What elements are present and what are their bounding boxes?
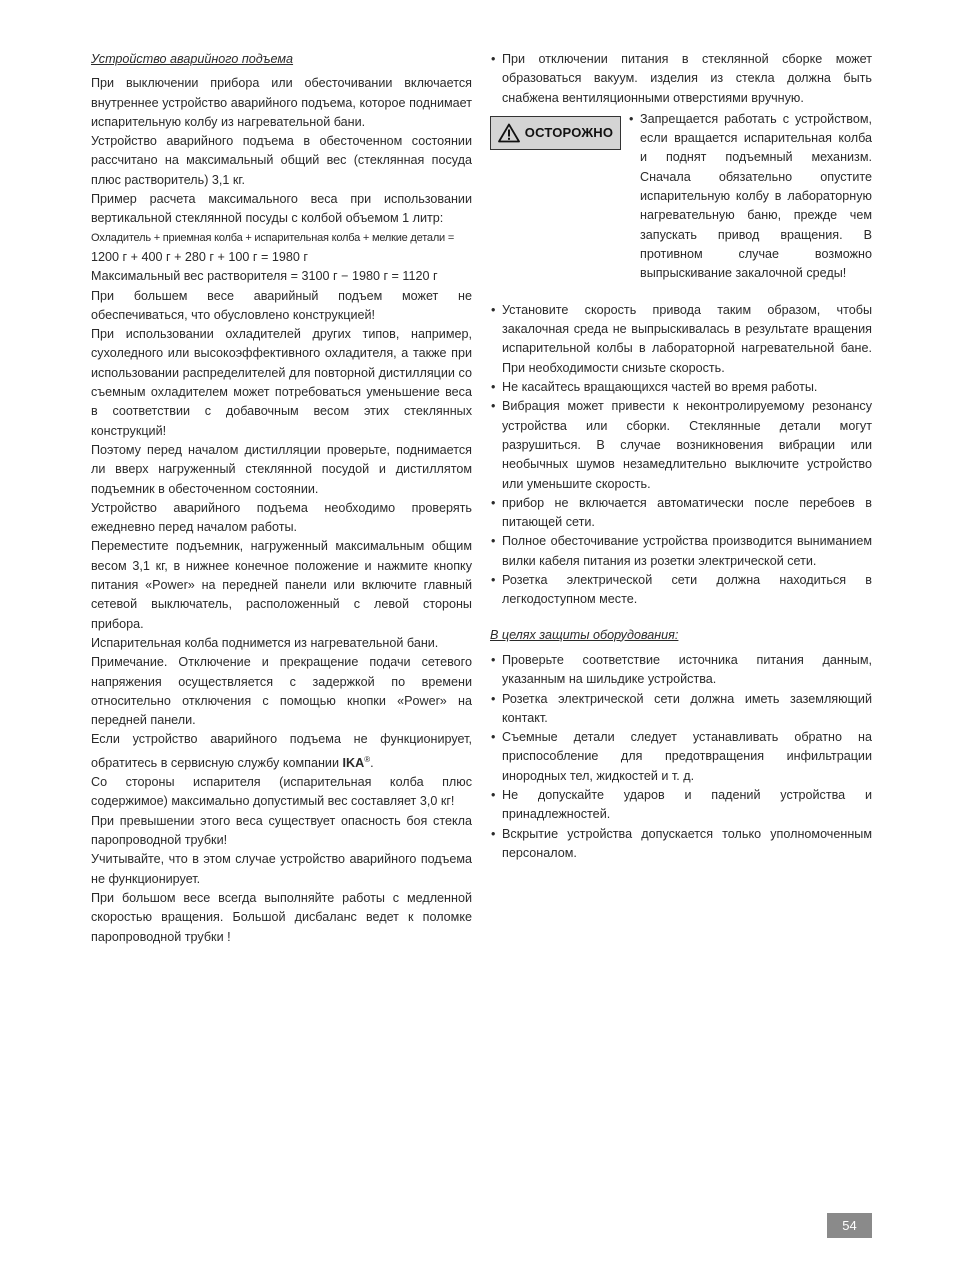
list-item: • Вскрытие устройства допускается только уполномоченным персоналом. xyxy=(491,826,872,860)
warning-badge xyxy=(490,116,621,150)
right-column xyxy=(490,50,872,863)
formula-result: Максимальный вес растворителя = 3100 г − 1980 г = 1120 г xyxy=(91,269,438,284)
paragraph: Испарительная колба поднимется из нагревательной бани. xyxy=(91,635,439,650)
formula-label: Охладитель + приемная колба + испарительная колба + мелкие детали = xyxy=(91,231,455,244)
section-heading-equipment-protection: В целях защиты оборудования: xyxy=(490,627,679,642)
page-number: 54 xyxy=(827,1213,872,1238)
list-item: • При отключении питания в стеклянной сборке может образоваться вакуум. изделия из стекла должна быть снабжена вентиляционными отверстиями вручную. xyxy=(491,52,872,105)
warning-block xyxy=(490,110,872,300)
list-item: • Розетка электрической сети должна иметь заземляющий контакт. xyxy=(491,691,872,725)
paragraph: Переместите подъемник, нагруженный максимальным общим весом 3,1 кг, в нижнее конечное положение и нажмите кнопку питания «Power» на передней панели или включите главный сетевой выключатель, расположенный с левой стороны прибора. xyxy=(91,539,472,631)
paragraph: Примечание. Отключение и прекращение подачи сетевого напряжения осуществляется с задержкой по времени относительно отключения с помощью кнопки «Power» на передней панели. xyxy=(91,655,472,728)
brand-name: IKA xyxy=(342,755,365,770)
paragraph: Со стороны испарителя (испарительная колба плюс содержимое) максимально допустимый вес составляет 3,0 кг! xyxy=(91,775,472,809)
paragraph: Если устройство аварийного подъема не функционирует, обратитесь в сервисную службу компании IKA®. xyxy=(91,732,472,770)
warning-list xyxy=(628,110,872,284)
paragraph: При использовании охладителей других типов, например, сухоледного или высокоэффективного охладителя, а также при использовании распределителей для повторной дистилляции со съемным охладителем может потребоваться уменьшение веса в соответствии с добавочным весом этих стеклянных конструкций! xyxy=(91,327,472,438)
list-item: • Съемные детали следует устанавливать обратно на приспособление для предотвращения инфильтрации инородных тел, жидкостей и т. д. xyxy=(491,730,872,783)
paragraph: Устройство аварийного подъема в обесточенном состоянии рассчитано на максимальный общий вес (стеклянная посуда плюс растворитель) 3,1 кг. xyxy=(91,134,472,187)
paragraph: При большем весе аварийный подъем может не обеспечиваться, что обусловлено конструкцией! xyxy=(91,288,472,322)
bullet-list-equipment xyxy=(490,651,872,863)
list-item: • Запрещается работать с устройством, если вращается испарительная колба и поднят подъемный механизм. Сначала обязательно опустите испарительную колбу в лабораторную нагревательную баню, прежде чем запускать привод вращения. В противном случае возможно выпрыскивание закалочной среды! xyxy=(629,111,872,281)
paragraph: Поэтому перед началом дистилляции проверьте, поднимается ли вверх нагруженный стеклянной посудой и дистиллятом подъемник в обесточенном состоянии. xyxy=(91,442,472,496)
paragraph: При выключении прибора или обесточивании включается внутреннее устройство аварийного подъема, которое поднимает испарительную колбу из нагревательной бани. xyxy=(91,76,472,129)
paragraph: При большом весе всегда выполняйте работы с медленной скоростью вращения. Большой дисбаланс ведет к поломке паропроводной трубки ! xyxy=(91,890,472,944)
list-item: • Розетка электрической сети должна находиться в легкодоступном месте. xyxy=(491,573,872,607)
list-item: • Полное обесточивание устройства производится выниманием вилки кабеля питания из розетки электрической сети. xyxy=(491,534,872,568)
paragraph: Учитывайте, что в этом случае устройство аварийного подъема не функционирует. xyxy=(91,852,472,886)
registered-mark: ® xyxy=(364,754,371,764)
bullet-list-top xyxy=(490,50,872,108)
section-heading-emergency-lift: Устройство аварийного подъема xyxy=(91,52,294,66)
list-item: • Проверьте соответствие источника питания данным, указанным на шильдике устройства. xyxy=(491,652,872,687)
list-item: • Не допускайте ударов и падений устройства и принадлежностей. xyxy=(491,788,872,822)
left-column xyxy=(91,50,472,947)
paragraph: При превышении этого веса существует опасность боя стекла паропроводной трубки! xyxy=(91,813,472,848)
paragraph: Пример расчета максимального веса при использовании вертикальной стеклянной посуды с колбой объемом 1 литр: xyxy=(91,192,472,226)
list-item: • Вибрация может привести к неконтролируемому резонансу устройства или сборки. Стеклянные детали могут разрушиться. В случае возникновения вибрации или необычных шумов незамедлительно выключите устройство или уменьшите скорость. xyxy=(491,399,872,491)
warning-triangle-icon xyxy=(498,123,520,143)
bullet-list-safety xyxy=(490,301,872,610)
formula-values: 1200 г + 400 г + 280 г + 100 г = 1980 г xyxy=(91,249,308,264)
warning-label: ОСТОРОЖНО xyxy=(524,125,614,141)
list-item: • Установите скорость привода таким образом, чтобы закалочная среда не выпрыскивалась в результате вращения испарительной колбы в лабораторной нагревательной бане. При необходимости снизьте скорость. xyxy=(491,302,872,375)
paragraph: Устройство аварийного подъема необходимо проверять ежедневно перед началом работы. xyxy=(91,500,472,535)
list-item: • Не касайтесь вращающихся частей во время работы. xyxy=(491,380,818,395)
list-item: • прибор не включается автоматически после перебоев в питающей сети. xyxy=(491,495,872,530)
